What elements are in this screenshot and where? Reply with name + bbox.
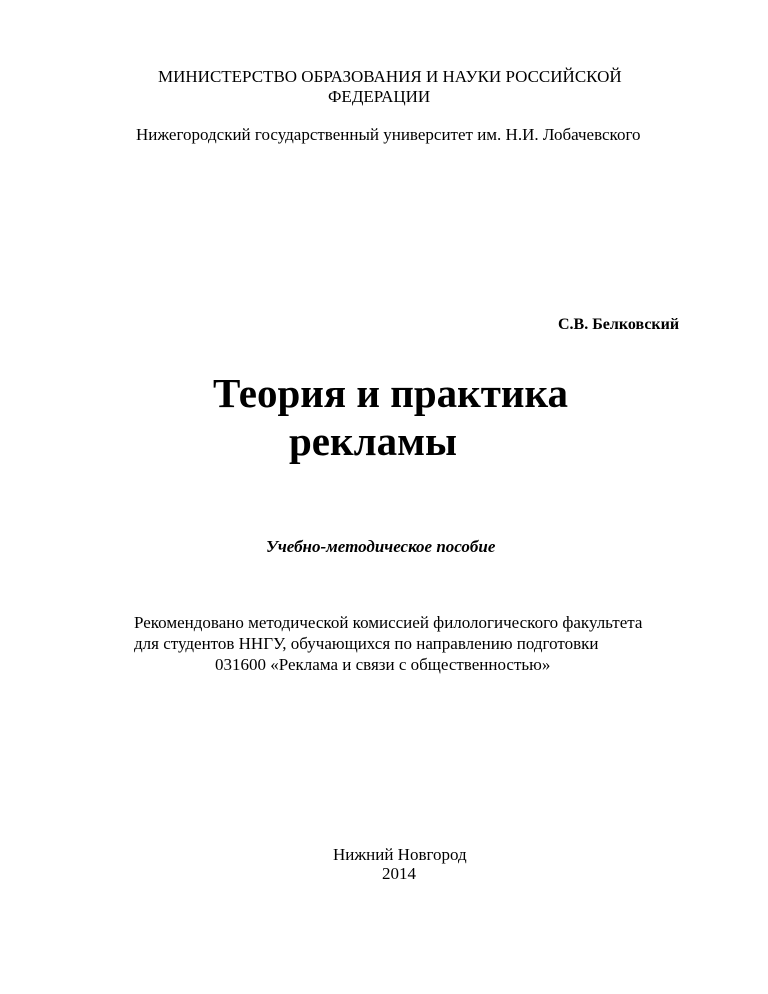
publication-year: 2014	[382, 864, 416, 883]
ministry-line-2: ФЕДЕРАЦИИ	[328, 87, 431, 106]
recommendation-line-2: для студентов ННГУ, обучающихся по направлению подготовки	[134, 634, 599, 653]
ministry-line-1: МИНИСТЕРСТВО ОБРАЗОВАНИЯ И НАУКИ РОССИЙСКОЙ	[158, 67, 622, 86]
page-title-line-1: Теория и практика	[213, 370, 569, 416]
author-name: С.В. Белковский	[558, 316, 680, 333]
publication-city: Нижний Новгород	[333, 845, 467, 864]
recommendation-line-3: 031600 «Реклама и связи с общественностью»	[215, 655, 551, 674]
page-title-line-2: рекламы	[289, 418, 458, 464]
document-subtitle: Учебно-методическое пособие	[266, 537, 496, 556]
recommendation-line-1: Рекомендовано методической комиссией филологического факультета	[134, 613, 643, 632]
university-name: Нижегородский государственный университет им. Н.И. Лобачевского	[136, 125, 641, 144]
